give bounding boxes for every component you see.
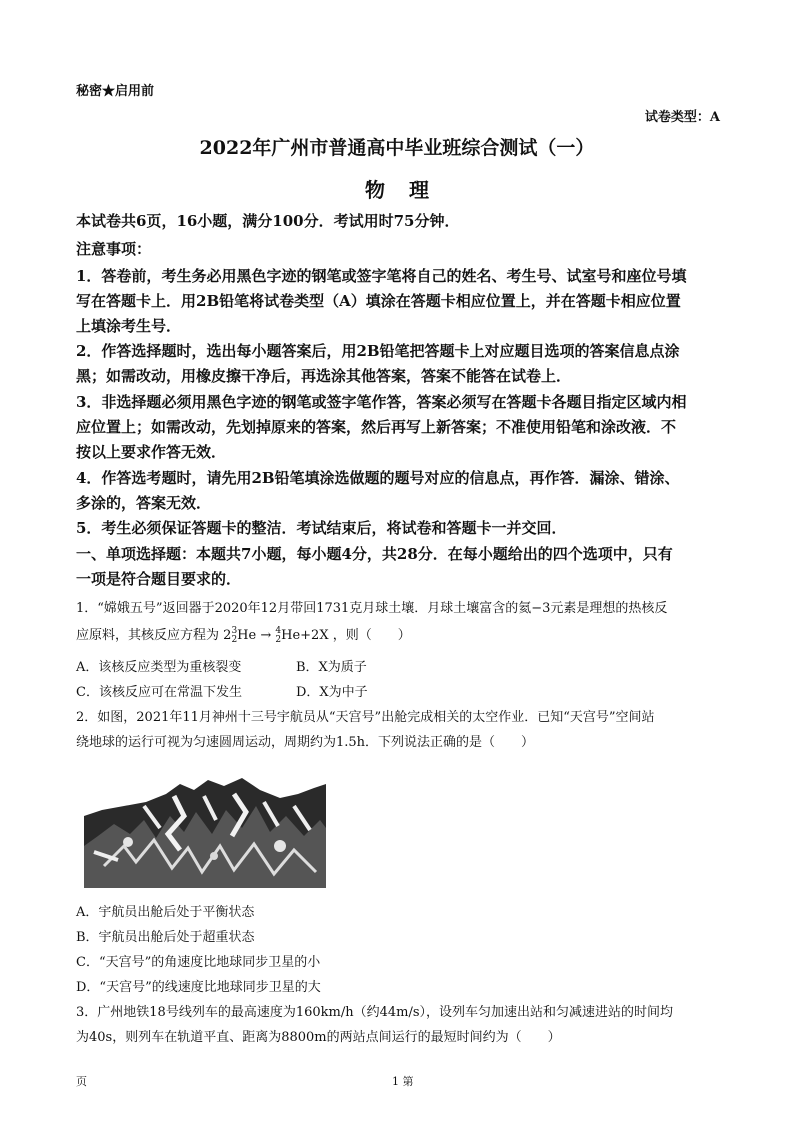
note-line: 5．考生必须保证答题卡的整洁．考试结束后，将试卷和答题卡一并交回． — [76, 519, 567, 537]
q1-stem-cont: 应原料，其核反应方程为 2 3 2 He → 4 2 He+2X ，则（ ） — [76, 625, 411, 645]
q2-option-d: D．“天宫号”的线速度比地球同步卫星的大 — [76, 980, 321, 995]
q2-option-a: A．宇航员出舱后处于平衡状态 — [76, 905, 255, 920]
secret-label: 秘密★启用前 — [76, 84, 155, 99]
q2-option-c: C．“天宫号”的角速度比地球同步卫星的小 — [76, 955, 321, 970]
q3-stem: 3．广州地铁18号线列车的最高速度为160km/h（约44m/s），设列车匀加速出站和匀减速进站的时间均 — [76, 1005, 674, 1020]
q1-stem: 1．“嫦娥五号”返回器于2020年12月带回1731克月球土壤．月球土壤富含的氦−3元素是理想的热核反 — [76, 601, 668, 616]
note-line: 3．非选择题必须用黑色字迹的钢笔或签字笔作答，答案必须写在答题卡各题目指定区域内相 — [76, 393, 687, 411]
subject-title: 物 理 — [365, 178, 429, 202]
q3-stem-cont: 为40s，则列车在轨道平直、距离为8800m的两站点间运行的最短时间约为（ ） — [76, 1030, 561, 1045]
q1-option-a: A．该核反应类型为重核裂变 — [76, 660, 242, 675]
q2-option-b: B．宇航员出舱后处于超重状态 — [76, 930, 255, 945]
q2-stem: 2．如图，2021年11月神州十三号宇航员从“天宫号”出舱完成相关的太空作业．已知“天宫号”空间站 — [76, 710, 655, 725]
q2-stem-cont: 绕地球的运行可视为匀速圆周运动，周期约为1.5h．下列说法正确的是（ ） — [76, 735, 535, 750]
notes-heading: 注意事项： — [76, 240, 152, 258]
q1-option-d: D．X为中子 — [296, 685, 368, 700]
note-line: 黑；如需改动，用橡皮擦干净后，再选涂其他答案，答案不能答在试卷上． — [76, 367, 572, 385]
q1-option-c: C．该核反应可在常温下发生 — [76, 685, 242, 700]
q1-option-b: B．X为质子 — [296, 660, 367, 675]
note-line: 应位置上；如需改动，先划掉原来的答案，然后再写上新答案；不准使用铅笔和涂改液．不 — [76, 418, 677, 436]
note-line: 上填涂考生号． — [76, 317, 182, 335]
footer-left: 页 — [76, 1075, 87, 1088]
section-heading: 一、单项选择题：本题共7小题，每小题4分，共28分．在每小题给出的四个选项中，只有 — [76, 545, 673, 563]
note-line: 2．作答选择题时，选出每小题答案后，用2B铅笔把答题卡上对应题目选项的答案信息点涂 — [76, 342, 680, 360]
note-line: 1．答卷前，考生务必用黑色字迹的钢笔或签字笔将自己的姓名、考生号、试室号和座位号填 — [76, 267, 687, 285]
exam-title: 2022年广州市普通高中毕业班综合测试（一） — [199, 137, 595, 159]
page-number: 1 第 — [392, 1075, 414, 1088]
note-line: 4．作答选考题时，请先用2B铅笔填涂选做题的题号对应的信息点，再作答．漏涂、错涂、 — [76, 469, 680, 487]
q1-equation: 2 3 2 He → 4 2 He+2X — [223, 625, 329, 645]
intro-line: 本试卷共6页，16小题，满分100分．考试用时75分钟． — [76, 212, 460, 230]
paper-type-label: 试卷类型：A — [644, 110, 720, 125]
note-line: 写在答题卡上．用2B铅笔将试卷类型（A）填涂在答题卡相应位置上，并在答题卡相应位置 — [76, 292, 681, 310]
note-line: 多涂的，答案无效． — [76, 494, 212, 512]
note-line: 按以上要求作答无效． — [76, 443, 227, 461]
section-heading-cont: 一项是符合题目要求的． — [76, 570, 242, 588]
astronaut-photo — [84, 776, 326, 888]
